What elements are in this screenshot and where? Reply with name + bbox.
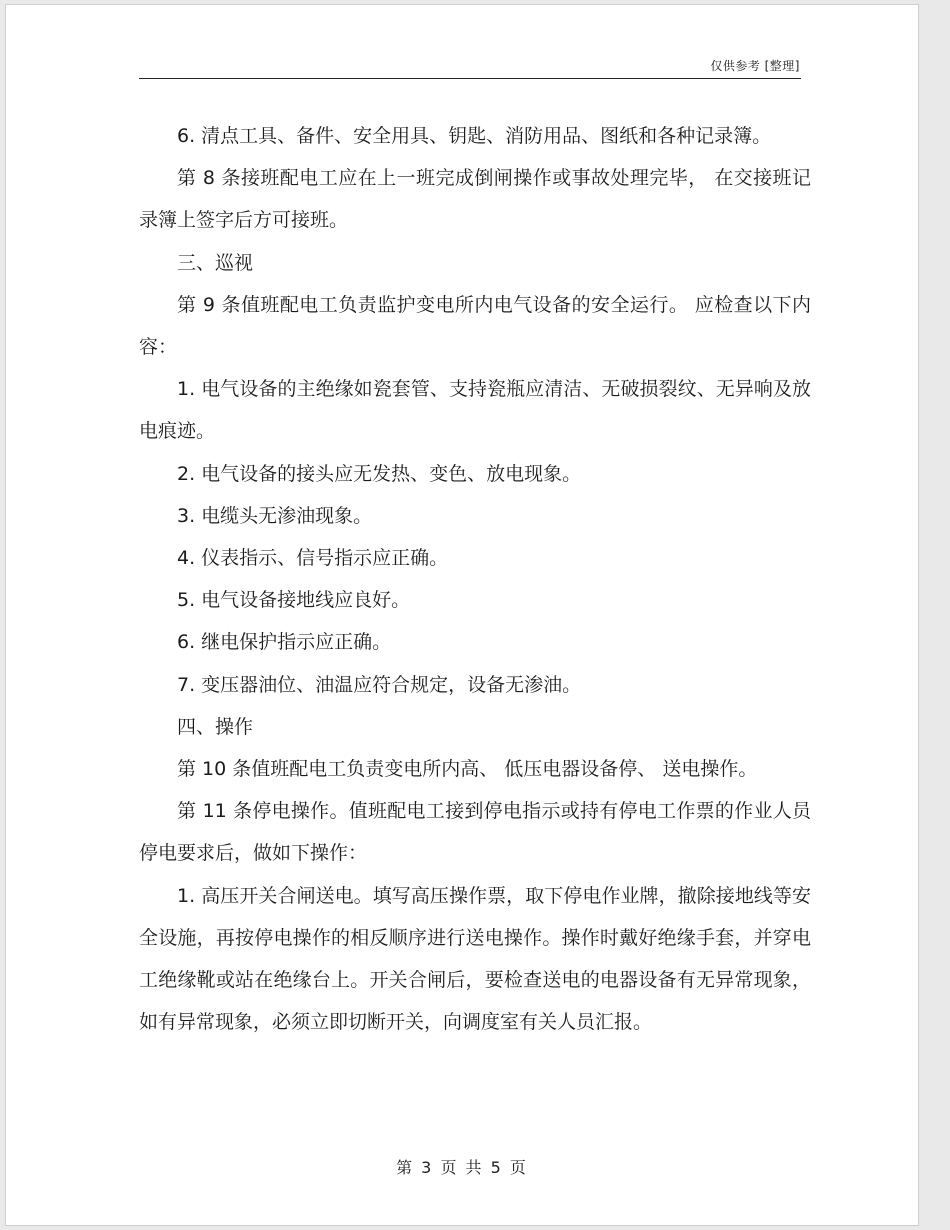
header-note: 仅供参考 [整理]: [710, 59, 800, 73]
page-number-footer: 第 3 页 共 5 页: [396, 1158, 528, 1177]
list-item-5: 5. 电气设备接地线应良好。: [177, 589, 411, 612]
header-rule: [139, 78, 801, 79]
section-heading-operation: 四、操作: [177, 715, 254, 738]
paragraph-high-voltage-closing: 1. 高压开关合闸送电。填写高压操作票，取下停电作业牌，撤除接地线等安全设施，再按停电操作的相反顺序进行送电操作。操作时戴好绝缘手套，并穿电工绝缘靴或站在绝缘台上。开关合闸后，要检查送电的电器设备有无异常现象，如有异常现象，必须立即切断开关，向调度室有关人员汇报。: [139, 884, 811, 1034]
list-item-3: 3. 电缆头无渗油现象。: [177, 504, 373, 527]
section-heading-inspection: 三、巡视: [177, 251, 254, 274]
paragraph-article-9: 第 9 条值班配电工负责监护变电所内电气设备的安全运行。 应检查以下内容：: [139, 293, 811, 359]
list-item-6: 6. 继电保护指示应正确。: [177, 631, 392, 654]
paragraph-article-10: 第 10 条值班配电工负责变电所内高、 低压电器设备停、 送电操作。: [177, 758, 758, 781]
paragraph-article-8: 第 8 条接班配电工应在上一班完成倒闸操作或事故处理完毕， 在交接班记录簿上签字后方可接班。: [139, 167, 811, 232]
list-item-7: 7. 变压器油位、油温应符合规定，设备无渗油。: [177, 673, 582, 696]
list-item-1: 1. 电气设备的主绝缘如瓷套管、支持瓷瓶应清洁、无破损裂纹、无异响及放电痕迹。: [139, 378, 811, 443]
paragraph-article-11: 第 11 条停电操作。值班配电工接到停电指示或持有停电工作票的作业人员停电要求后，做如下操作：: [139, 800, 811, 865]
document-page: [5, 4, 919, 1226]
list-item-4: 4. 仪表指示、信号指示应正确。: [177, 547, 449, 570]
list-item-2: 2. 电气设备的接头应无发热、变色、放电现象。: [177, 462, 582, 485]
document-body: [139, 115, 811, 1043]
paragraph-item-6-inventory: 6. 清点工具、备件、安全用具、钥匙、消防用品、图纸和各种记录簿。: [177, 125, 772, 147]
